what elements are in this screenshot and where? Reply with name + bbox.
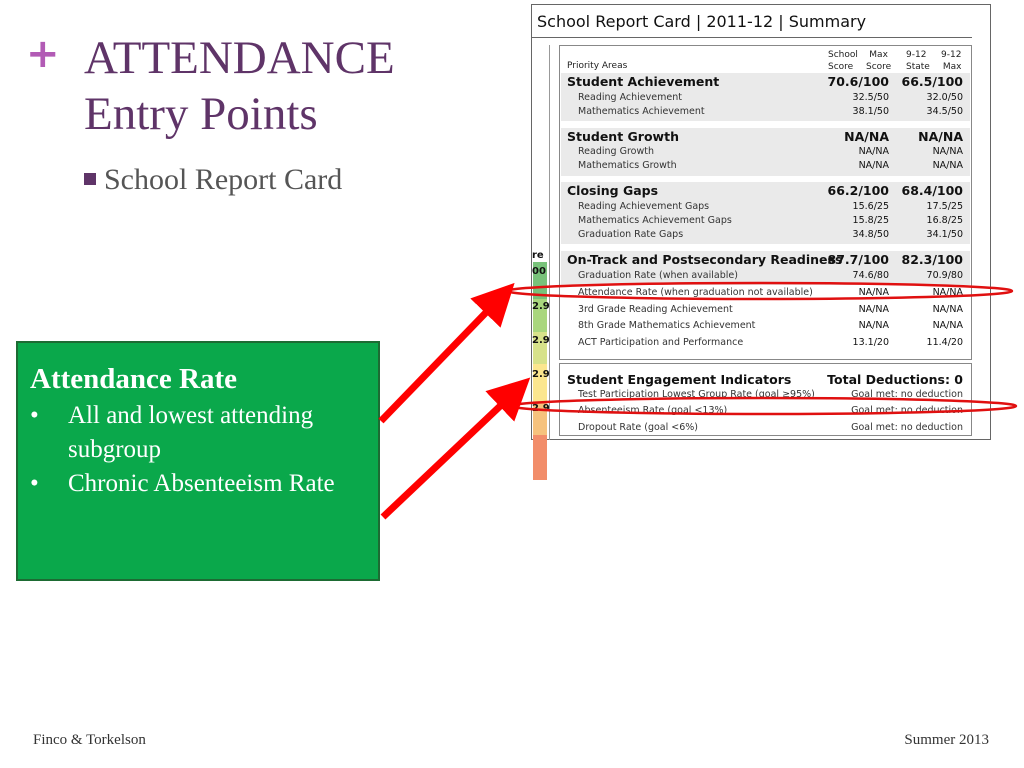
header-state: 9-12 State	[906, 50, 930, 72]
callout-box	[16, 341, 380, 581]
slide-title	[84, 30, 395, 142]
engagement-panel: Student Engagement Indicators Total Deductions: 0 Test Participation Lowest Group Rate (goal ≥95%) Goal met: no deduction Absenteeism Rate (goal <13%) Goal met: no deduction Dropout Rate (goal <6%) Goal met: no deduction	[559, 363, 972, 436]
left-col-value: 2.9	[532, 369, 550, 380]
callout-item: • Chronic Absenteeism Rate	[30, 467, 368, 501]
plus-icon: +	[26, 31, 60, 77]
header-max-score: Max Score	[866, 50, 892, 72]
callout-list	[30, 399, 368, 501]
arrow-to-attendance-icon	[381, 298, 500, 421]
bullet-text: School Report Card	[104, 163, 343, 196]
priority-areas-panel: Priority Areas School Score Max Score 9-12 State 9-12 Max Student Achievement 70.6/100 66.5/100 Reading Achievement 32.5/50 32.0/50 Mathematics Achievement 38.1/50 34.5/50 Student Growth NA/NA NA/NA Reading Growth NA/NA NA/NA Mathematics Growth NA/NA NA/NA Closing Gaps 66.2/100 68.4/100 Reading Achievement Gaps 15.6/25 17.5/25 Mathematics Achievement Gaps 15.8/25 16.8/25 Graduation Rate Gaps 34.8/50 34.1/50 On-Track and Postsecondary Readiness 87.7/100 82.3/100 Graduation Rate (when available) 74.6/80 70.9/80 Attendance Rate (when graduation not available) NA/NA NA/NA 3rd Grade Reading Achievement NA/NA NA/NA 8th Grade Mathematics Achievement NA/NA NA/NA ACT Participation and Performance 13.1/20 11.4/20	[559, 45, 972, 360]
footer-left: Finco & Torkelson	[33, 732, 146, 748]
bullet-item	[84, 163, 342, 197]
square-bullet-icon	[84, 173, 96, 185]
header-priority: Priority Areas	[567, 61, 628, 71]
report-card	[531, 4, 991, 440]
slide-title-line1: ATTENDANCE	[84, 32, 395, 84]
callout-item: • All and lowest attending subgroup	[30, 399, 368, 467]
footer-right: Summer 2013	[904, 732, 989, 748]
left-col-label: re	[532, 250, 544, 261]
left-col-value: 2.9	[532, 403, 550, 414]
left-col-value: 2.9	[532, 301, 550, 312]
score-swatch	[533, 435, 547, 480]
header-school-score: School Score	[828, 50, 858, 72]
left-score-column	[532, 45, 550, 440]
arrow-to-absenteeism-icon	[383, 392, 515, 517]
left-col-value: 2.9	[532, 335, 550, 346]
header-state-max: 9-12 Max	[941, 50, 962, 72]
slide-title-line2: Entry Points	[84, 88, 318, 140]
left-col-value: 00	[532, 266, 546, 277]
report-card-title: School Report Card | 2011-12 | Summary	[532, 5, 972, 38]
callout-heading: Attendance Rate	[30, 363, 237, 395]
